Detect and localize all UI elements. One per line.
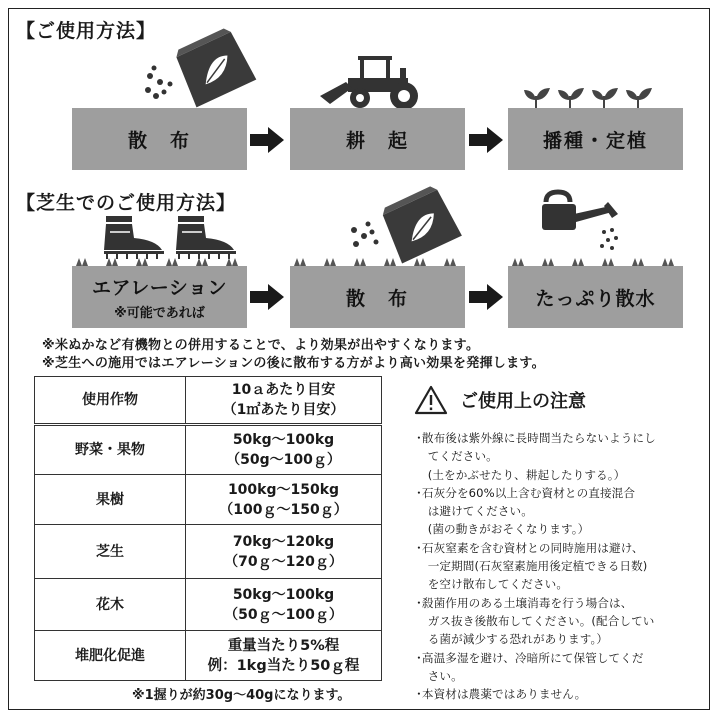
row-rate [186, 579, 382, 631]
header-rate [186, 377, 382, 425]
table-header-row [35, 377, 382, 425]
row-rate-line1: 重量当たり5%程 [227, 637, 340, 654]
note-organic: ※米ぬかなど有機物との併用することで、より効果が出やすくなります。 [42, 338, 480, 353]
caution-line: てください。 [416, 449, 498, 464]
caution-line: る菌が減少する恐れがあります。） [416, 632, 609, 647]
caution-line: ガス抜き後散布してください。(配合してい [416, 613, 655, 628]
table-row [35, 631, 382, 681]
header-rate-line1: 10ａあたり目安 [231, 382, 336, 398]
lawn-step-watering-label: たっぷり散水 [535, 287, 656, 310]
caution-line: ･散布後は紫外線に長時間当たらないようにし [416, 431, 656, 445]
seedling-icon [520, 84, 660, 110]
usage-step-spread-label: 散 布 [127, 129, 191, 152]
caution-line: (菌の動きがおそくなります。） [416, 522, 590, 537]
row-crop: 芝生 [35, 525, 186, 579]
aeration-shoe-icon [100, 214, 240, 260]
fertilizer-bag-icon [346, 186, 466, 266]
caution-line: (土をかぶせたり、耕起したりする。） [416, 467, 626, 482]
row-rate [186, 631, 382, 681]
row-rate-line2: （50ｇ～100ｇ） [224, 606, 343, 623]
warning-triangle-icon [414, 385, 448, 415]
row-crop: 花木 [35, 579, 186, 631]
arrow-right-icon [469, 127, 503, 153]
table-row [35, 525, 382, 579]
caution-line: は避けてください。 [416, 504, 533, 519]
row-crop: 堆肥化促進 [35, 631, 186, 681]
caution-line: 一定期間(石灰窒素施用後定植できる日数) [416, 559, 648, 574]
usage-step-tillage [290, 108, 465, 170]
caution-list [416, 429, 700, 703]
fertilizer-bag-icon [140, 24, 260, 110]
row-rate-line1: 70kg～120kg [232, 533, 335, 550]
table-row [35, 475, 382, 525]
row-crop: 野菜・果物 [35, 425, 186, 475]
usage-section-title: 【ご使用方法】 [16, 20, 157, 42]
row-rate-line2: （50g～100ｇ） [226, 452, 341, 468]
row-rate [186, 525, 382, 579]
lawn-section-title: 【芝生でのご使用方法】 [16, 192, 237, 214]
table-row [35, 425, 382, 475]
lawn-step-spread-label: 散 布 [345, 287, 409, 310]
arrow-right-icon [250, 284, 284, 310]
caution-line: ･本資材は農薬ではありません。 [416, 687, 587, 702]
row-rate-line1: 100kg～150kg [227, 481, 340, 498]
watering-can-icon [538, 188, 628, 260]
row-rate [186, 425, 382, 475]
application-rate-table [34, 376, 382, 681]
header-crop: 使用作物 [35, 377, 186, 425]
row-rate-line2: （70ｇ～120ｇ） [224, 553, 343, 570]
row-rate-line1: 50kg～100kg [232, 432, 335, 448]
lawn-step-watering [508, 266, 683, 328]
header-rate-line2: （1㎡あたり目安） [222, 402, 345, 418]
lawn-step-aeration-sub: ※可能であれば [114, 306, 205, 321]
caution-line: ･高温多湿を避け、冷暗所にて保管してくだ [416, 650, 644, 665]
table-footnote: ※1握りが約30g～40gになります。 [132, 688, 351, 703]
row-rate-line2: 例：1kg当たり50ｇ程 [207, 657, 360, 674]
usage-step-spread [72, 108, 247, 170]
lawn-step-spread [290, 266, 465, 328]
lawn-step-aeration [72, 266, 247, 328]
caution-title [414, 385, 586, 415]
table-row [35, 579, 382, 631]
caution-line: ･石灰窒素を含む資材との同時施用は避け、 [416, 540, 644, 555]
caution-line: を空け散布してください。 [416, 577, 569, 592]
usage-step-planting-label: 播種・定植 [542, 129, 648, 152]
note-lawn: ※芝生への施用ではエアレーションの後に散布する方がより高い効果を発揮します。 [42, 356, 545, 371]
caution-line: ･石灰分を60%以上含む資材との直接混合 [416, 485, 636, 500]
caution-line: さい。 [416, 668, 463, 683]
usage-step-planting [508, 108, 683, 170]
row-crop: 果樹 [35, 475, 186, 525]
arrow-right-icon [469, 284, 503, 310]
grass-strip [72, 256, 684, 266]
row-rate-line2: （100ｇ～150ｇ） [219, 501, 348, 518]
tractor-icon [318, 52, 428, 112]
caution-line: ･殺菌作用のある土壌消毒を行う場合は、 [416, 595, 633, 610]
row-rate [186, 475, 382, 525]
lawn-step-aeration-label: エアレーション [92, 277, 227, 299]
row-rate-line1: 50kg～100kg [232, 586, 335, 603]
usage-step-tillage-label: 耕 起 [345, 129, 409, 152]
caution-title-text: ご使用上の注意 [460, 391, 586, 412]
arrow-right-icon [250, 127, 284, 153]
